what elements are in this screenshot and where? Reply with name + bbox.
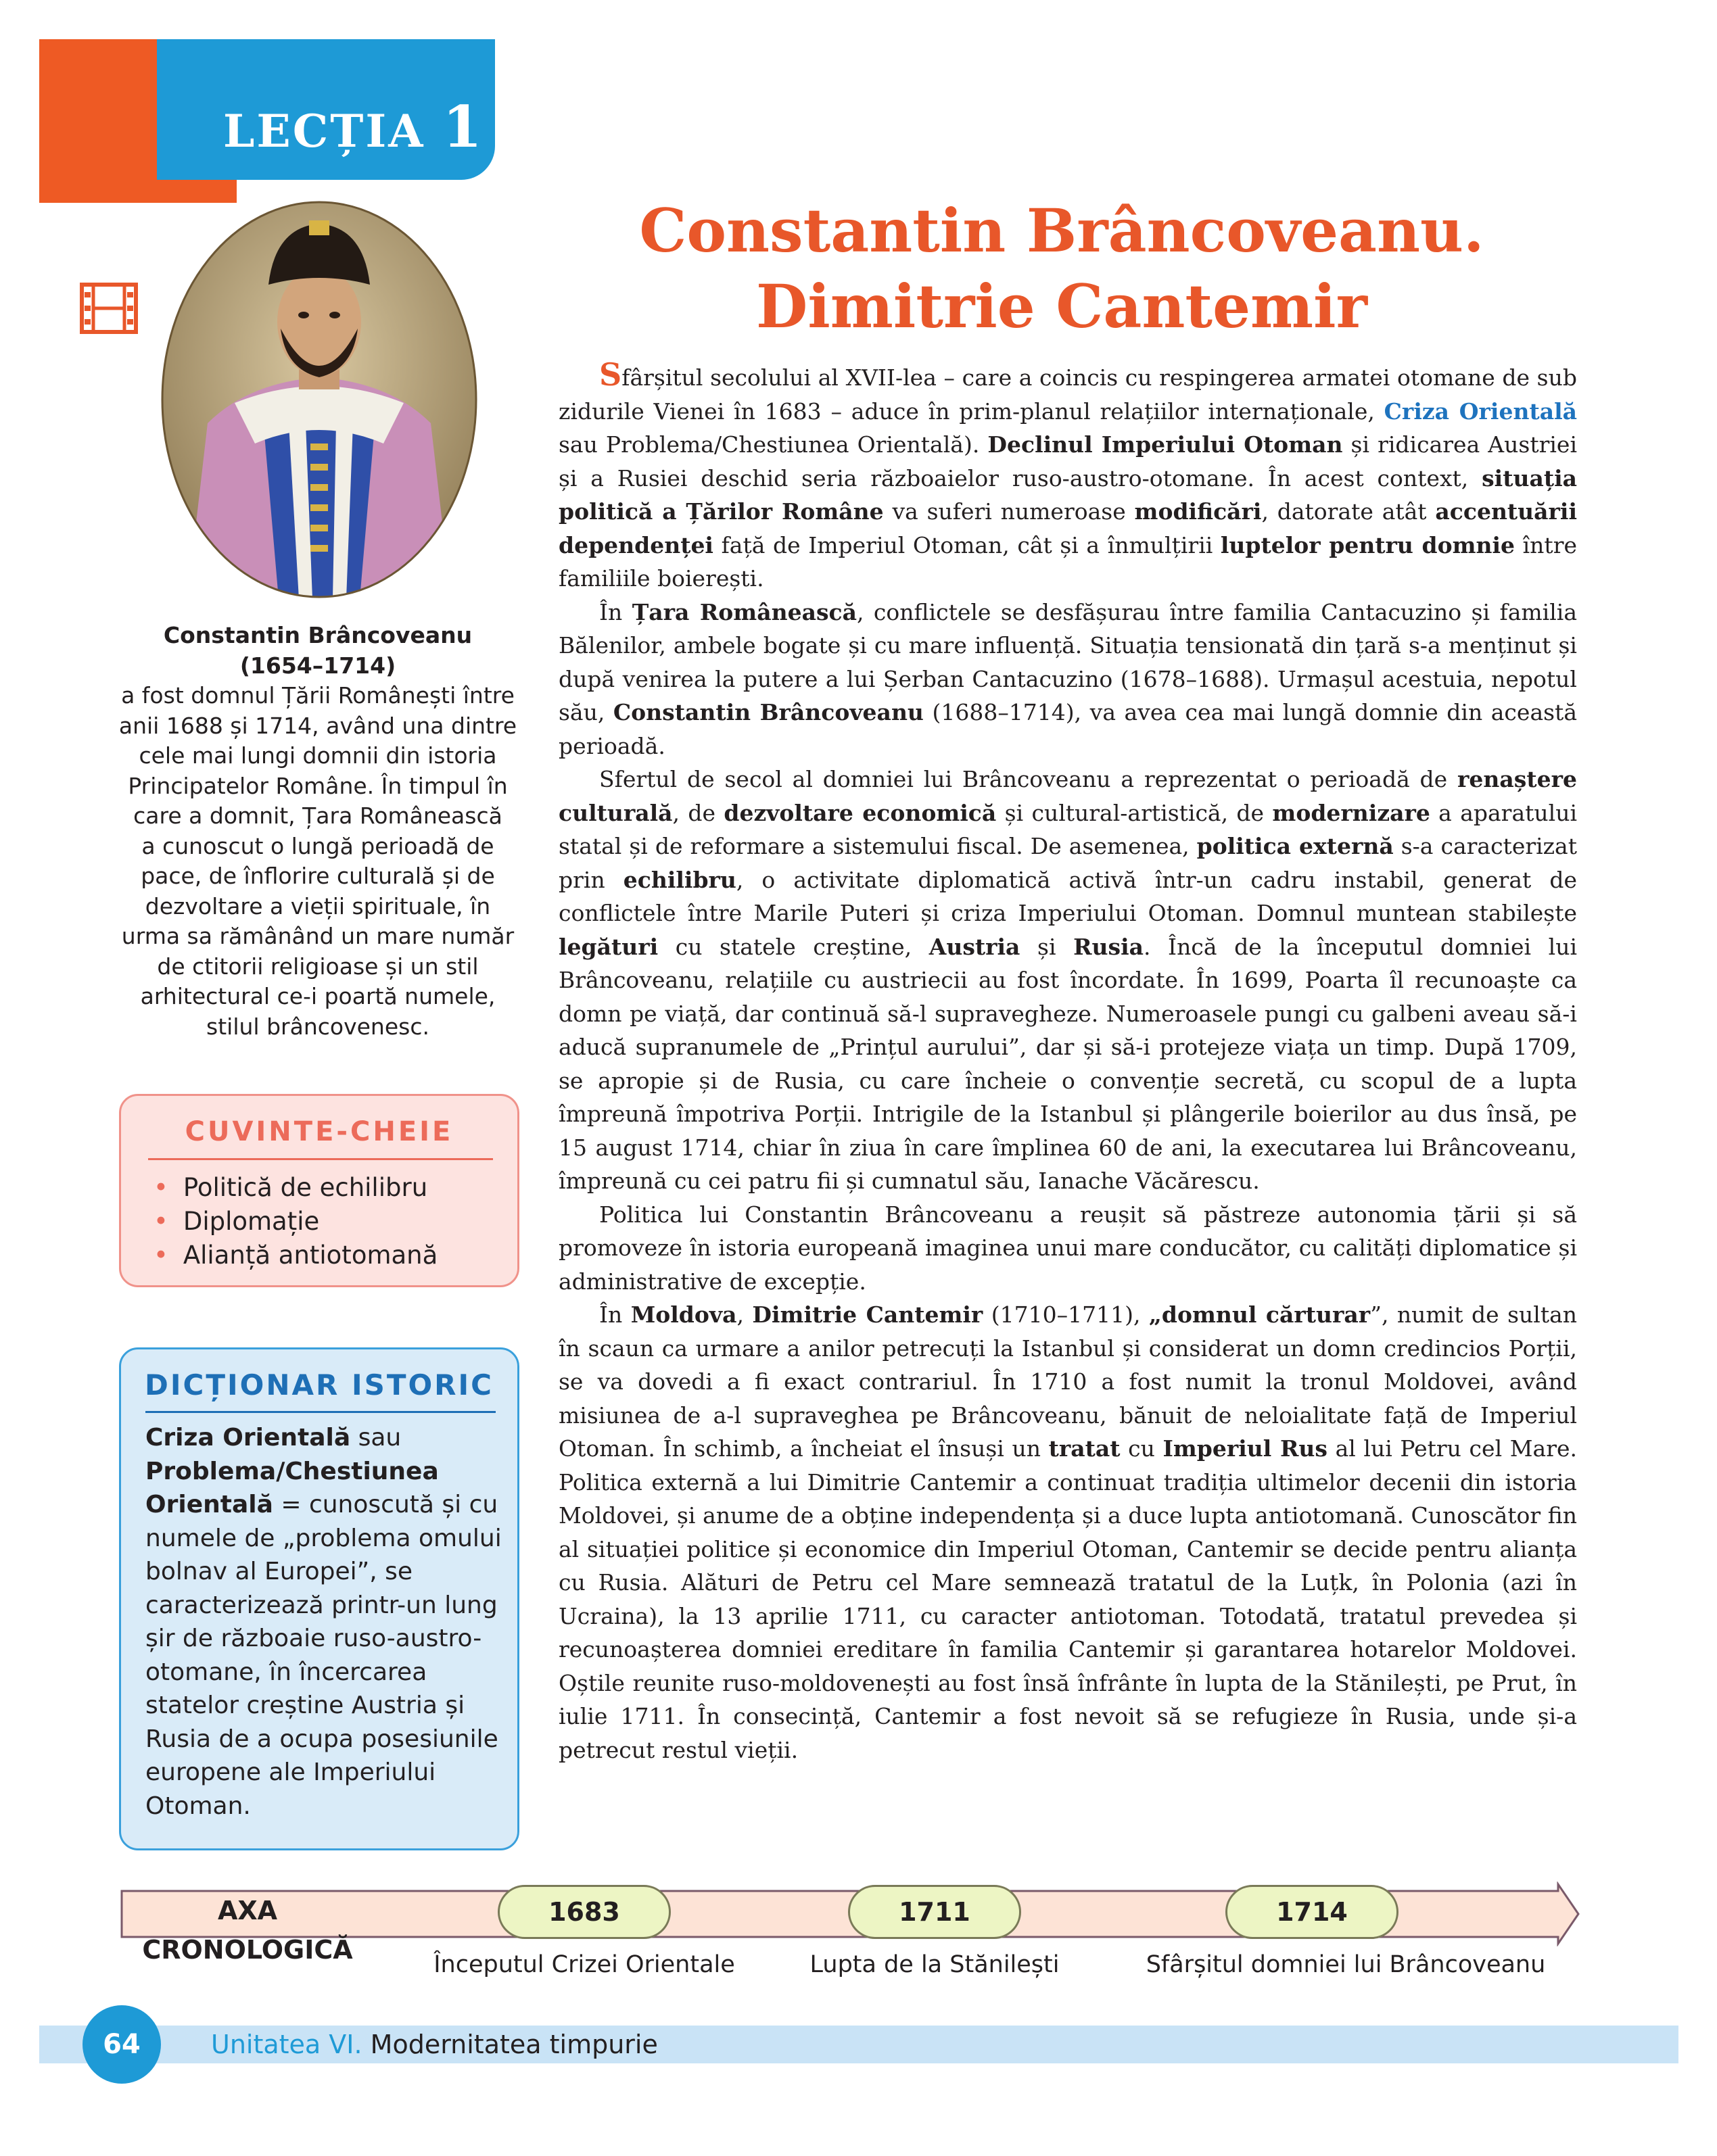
keywords-divider — [148, 1158, 493, 1160]
dict-term-1: Criza Orientală — [145, 1424, 351, 1452]
caption-line: dezvoltare a vieții spirituale, în — [145, 892, 491, 919]
caption-line: care a domnit, Țara Românească — [133, 802, 502, 829]
dict-term-2: Problema/Chestiunea Orientală — [145, 1457, 439, 1518]
lesson-label — [223, 93, 484, 160]
paragraph-4: Politica lui Constantin Brâncoveanu a reușit să păstreze autonomia țării și să promoveze în istoria europeană imaginea unui mare conducător, cu calități diplomatice și administrative de excepție. — [559, 1201, 1577, 1295]
caption-line: a cunoscut o lungă perioadă de — [141, 832, 494, 859]
footer-unit: Unitatea VI. — [211, 2030, 362, 2059]
timeline-year-1711: 1711 — [848, 1885, 1021, 1939]
dictionary-entry: Criza Orientală sau Problema/Chestiunea Orientală = cunoscută și cu numele de „problema omului bolnav al Europei”, se caracterizează printr-un lung șir de războaie ruso-austro-otomane, în încercarea statelor creștine Austria și Rusia de a ocupa posesiunile europene ale Imperiului Otoman. — [145, 1424, 502, 1820]
paragraph-3: Sfertul de secol al domniei lui Brâncoveanu a reprezentat o perioadă de renaștere culturală, de dezvoltare economică și cultural-artistică, de modernizare a aparatului statal și de reformare a sistemului fiscal. De asemenea, politica externă s-a caracterizat prin echilibru, o activitate diplomatică activă într-un cadru instabil, generat de conflictele între Marile Puteri și criza Imperiului Otoman. Domnul muntean stabilește legături cu statele creștine, Austria și Rusia. Încă de la începutul domniei lui Brâncoveanu, relațiile cu austriecii au fost încordate. În 1699, Poarta îl recunoaște ca domn pe viață, dar continuă să-l supravegheze. Numeroasele pungi cu galbeni aveau să-i aducă supranumele de „Prințul aurului”, dar și să-i protejeze viața un timp. După 1709, se apropie și de Rusia, cu care încheie o convenție secretă, cu scopul de a lupta împreună împotriva Porții. Intrigile de la Istanbul și plângerile boierilor au dus însă, pe 15 august 1714, chiar în ziua în care împlinea 60 de ani, la executarea lui Brâncoveanu, împreună cu cei patru fii și cumnatul său, Ianache Văcărescu. — [559, 766, 1578, 1194]
paragraph-5: În Moldova, Dimitrie Cantemir (1710–1711), „domnul cărturar”, numit de sultan în scaun ca urmare a anilor petrecuți la Istanbul și considerat un domn credincios Porții, se va dovedi a fi exact contrariul. În 1710 a fost numit la tronul Moldovei, având misiunea de a-l supraveghea pe Brâncoveanu, bănuit de neloialitate față de Imperiul Otoman. În schimb, a încheiat el însuși un tratat cu Imperiul Rus al lui Petru cel Mare. Politica externă a lui Dimitrie Cantemir a continuat tradiția ultimelor decenii din istoria Moldovei, și anume de a obține independența și a duce lupta antiotomană. Cunoscător fin al situației politice și economice din Imperiul Otoman, Cantemir se decide pentru alianța cu Rusia. Alături de Petru cel Mare semnează tratatul de la Luțk, în Polonia (azi în Ucraina), la 13 aprilie 1711, cu caracter antiotoman. Totodată, tratatul prevedea și recunoașterea domniei ereditare în familia Cantemir și garantarea hotarelor Moldovei. Oștile reunite ruso-moldovenești au fost însă înfrânte în lupta de la Stănilești, pe Prut, în iulie 1711. În consecință, Cantemir a fost nevoit să se refugieze în Rusia, unde și-a petrecut restul vieții. — [559, 1301, 1578, 1763]
caption-line: anii 1688 și 1714, având una dintre — [118, 712, 517, 739]
footer-unit-label — [211, 2030, 658, 2059]
caption-name: Constantin Brâncoveanu — [163, 622, 473, 648]
keywords-box — [119, 1094, 519, 1287]
timeline-label: AXA CRONOLOGICĂ — [142, 1896, 353, 1965]
film-icon[interactable] — [80, 283, 138, 334]
dictionary-title: DICȚIONAR ISTORIC — [145, 1368, 494, 1402]
timeline-caption: Începutul Crizei Orientale — [433, 1951, 735, 1978]
caption-line: Principatelor Române. În timpul în — [128, 772, 508, 799]
caption-line: de ctitorii religioase și un stil — [157, 953, 479, 980]
timeline-year-1714: 1714 — [1225, 1885, 1398, 1939]
dictionary-box — [119, 1347, 519, 1850]
paragraph-2: În Țara Românească, conflictele se desfășurau între familia Cantacuzino și familia Bălenilor, ambele bogate și cu mare influență. Situația tensionată din țară s-a menținut și după venirea la putere a lui Șerban Cantacuzino (1678–1688). Urmașul acestuia, nepotul său, Constantin Brâncoveanu (1688–1714), va avea cea mai lungă domnie din această perioadă. — [559, 598, 1578, 759]
keywords-title: CUVINTE-CHEIE — [185, 1116, 454, 1147]
portrait-caption — [108, 621, 527, 1042]
dict-definition: = cunoscută și cu numele de „problema omului bolnav al Europei”, se caracterizează printr-un lung șir de războaie ruso-austro-otomane, în încercarea statelor creștine Austria și Rusia de a ocupa posesiunile europene ale Imperiului Otoman. — [145, 1491, 502, 1820]
bullet-icon: • — [154, 1207, 168, 1236]
title-line-1: Constantin Brâncoveanu. — [639, 195, 1484, 266]
bullet-icon: • — [154, 1173, 168, 1202]
paragraph-1: Sfârșitul secolului al XVII-lea – care a coincis cu respingerea armatei otomane de sub zidurile Vienei în 1683 – aduce în prim-planul relațiilor internaționale, Criza Orientală sau Problema/Chestiunea Orientală). Declinul Imperiului Otoman și ridicarea Austriei și a Rusiei deschid seria războaielor ruso-austro-otomane. În acest context, situația politică a Țărilor Române va suferi numeroase modificări, datorate atât accentuării dependenței față de Imperiul Otoman, cât și a înmulțirii luptelor pentru domnie între familiile boierești. — [559, 356, 1578, 592]
keyword-item: • Politică de echilibru — [154, 1173, 428, 1202]
title-line-2: Dimitrie Cantemir — [756, 271, 1367, 341]
timeline-year-1683: 1683 — [498, 1885, 671, 1939]
footer-unit-title: Modernitatea timpurie — [362, 2030, 658, 2059]
timeline-caption: Sfârșitul domniei lui Brâncoveanu — [1146, 1951, 1546, 1978]
caption-line: urma sa rămânând un mare număr — [121, 923, 515, 949]
caption-line: pace, de înflorire culturală și de — [141, 863, 495, 889]
keyword-item: • Diplomație — [154, 1207, 320, 1236]
caption-line: stilul brâncovenesc. — [206, 1013, 429, 1040]
caption-line: a fost domnul Țării Românești între — [121, 682, 515, 709]
drop-cap: S — [599, 356, 622, 393]
bullet-icon: • — [154, 1241, 168, 1270]
glossary-link[interactable]: Criza Orientală — [1384, 398, 1578, 425]
lesson-number: 1 — [442, 93, 484, 160]
caption-line: cele mai lungi domnii din istoria — [139, 742, 497, 769]
page-title — [555, 193, 1569, 344]
page-number: 64 — [83, 2005, 161, 2084]
lesson-word: LECȚIA — [223, 105, 425, 158]
caption-years: (1654–1714) — [239, 652, 396, 679]
main-text — [559, 358, 1577, 1767]
dictionary-divider — [145, 1411, 496, 1413]
caption-line: arhitectural ce-i poartă numele, — [140, 983, 496, 1009]
keyword-item: • Alianță antiotomană — [154, 1241, 438, 1270]
portrait-image — [160, 200, 478, 599]
timeline-caption: Lupta de la Stănilești — [809, 1951, 1060, 1978]
